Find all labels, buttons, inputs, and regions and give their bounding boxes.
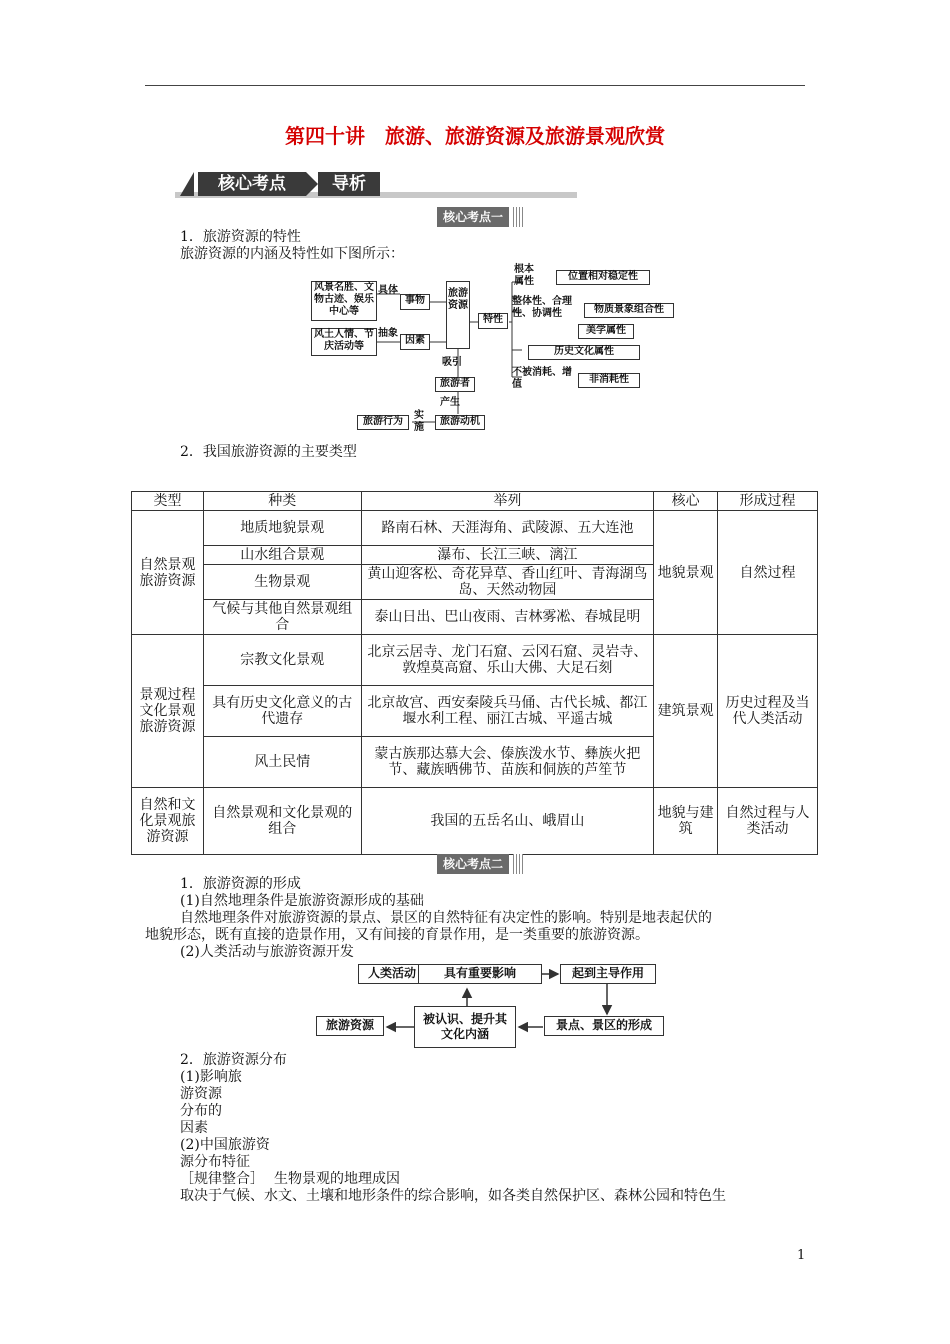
section-label-1: 核心考点一	[437, 207, 509, 227]
para-natural-detail-2: 地貌形态，既有直接的造景作用，又有间接的育景作用，是一类重要的旅游资源。	[145, 927, 649, 943]
top-rule	[145, 85, 805, 86]
label-produce: 产生	[440, 397, 460, 408]
line-china-1: (2)中国旅游资	[180, 1137, 270, 1153]
banner-arrow	[306, 172, 318, 196]
box-factors: 因素	[400, 334, 430, 350]
table-row	[132, 511, 818, 546]
cell-kind: 风土民情	[203, 737, 361, 788]
header-process: 形成过程	[718, 492, 818, 511]
para-natural-detail-1: 自然地理条件对旅游资源的景点、景区的自然特征有决定性的影响。特别是地表起伏的	[180, 910, 712, 926]
cell-core: 地貌与建筑	[654, 788, 718, 855]
cell-process: 历史过程及当代人类活动	[718, 635, 818, 788]
cell-kind: 山水组合景观	[203, 546, 361, 565]
cell-example: 蒙古族那达慕大会、傣族泼水节、彝族火把节、藏族晒佛节、苗族和侗族的芦笙节	[361, 737, 654, 788]
cell-example: 我国的五岳名山、峨眉山	[361, 788, 654, 855]
line-factors-4: 因素	[180, 1120, 208, 1136]
box-tourist: 旅游者	[435, 377, 475, 392]
banner-core-points: 核心考点	[198, 172, 306, 196]
flow-box-scenic-formation: 景点、景区的形成	[544, 1016, 664, 1036]
label-concrete: 具体	[378, 285, 398, 296]
header-example: 举列	[361, 492, 654, 511]
box-trait-nonconsumable: 非消耗性	[578, 373, 640, 388]
cell-example: 瀑布、长江三峡、漓江	[361, 546, 654, 565]
line-factors-1: (1)影响旅	[180, 1069, 242, 1085]
box-trait-aesthetic: 美学属性	[578, 324, 634, 339]
label-abstract: 抽象	[378, 328, 398, 339]
line-factors-3: 分布的	[180, 1103, 222, 1119]
section-label-2: 核心考点二	[437, 854, 509, 874]
para-natural-basis: (1)自然地理条件是旅游资源形成的基础	[180, 893, 424, 909]
cell-type: 景观过程文化景观旅游资源	[132, 635, 204, 788]
resource-types-table	[131, 491, 818, 855]
cell-process: 自然过程	[718, 511, 818, 635]
box-traits: 特性	[478, 313, 508, 329]
table-header-row	[132, 492, 818, 511]
flow-box-leading-role: 起到主导作用	[560, 964, 656, 984]
page-title: 第四十讲 旅游、旅游资源及旅游景观欣赏	[285, 124, 665, 148]
page-number: 1	[797, 1248, 806, 1263]
cell-kind: 生物景观	[203, 565, 361, 600]
banner-analysis: 导析	[318, 172, 380, 196]
rule-text: 取决于气候、水文、土壤和地形条件的综合影响，如各类自然保护区、森林公园和特色生	[180, 1188, 726, 1204]
cell-kind: 地质地貌景观	[203, 511, 361, 546]
header-kind: 种类	[203, 492, 361, 511]
rule-title: 生物景观的地理成因	[274, 1171, 400, 1187]
para-resource-intro: 旅游资源的内涵及特性如下图所示：	[180, 246, 404, 262]
cell-example: 黄山迎客松、奇花异草、香山红叶、青海湖鸟岛、天然动物园	[361, 565, 654, 600]
rule-tag: ［规律整合］	[180, 1171, 264, 1187]
heading-resource-formation: 1．旅游资源的形成	[180, 876, 301, 892]
header-type: 类型	[132, 492, 204, 511]
cell-process: 自然过程与人类活动	[718, 788, 818, 855]
table-row	[132, 788, 818, 855]
cell-kind: 自然景观和文化景观的组合	[203, 788, 361, 855]
label-whole-harmony: 整体性、合理性、协调性	[512, 296, 572, 319]
box-motive: 旅游动机	[435, 415, 485, 430]
flow-box-recognized: 被认识、提升其文化内涵	[414, 1006, 516, 1048]
box-scenic-sites: 风景名胜、文物古迹、娱乐中心等	[311, 281, 377, 321]
flow-box-tourism-resource: 旅游资源	[316, 1016, 384, 1036]
box-trait-stability: 位置相对稳定性	[556, 270, 650, 285]
label-non-consumed: 不被消耗、增值	[512, 367, 572, 390]
box-tourism-resource: 旅游资源	[446, 281, 470, 349]
box-behavior: 旅游行为	[357, 415, 409, 430]
label-attract: 吸引	[442, 357, 462, 368]
table-row	[132, 635, 818, 686]
cell-kind: 具有历史文化意义的古代遗存	[203, 686, 361, 737]
line-china-2: 源分布特征	[180, 1154, 250, 1170]
heading-resource-traits: 1．旅游资源的特性	[180, 229, 301, 245]
cell-example: 北京云居寺、龙门石窟、云冈石窟、灵岩寺、敦煌莫高窟、乐山大佛、大足石刻	[361, 635, 654, 686]
banner-left-slant	[180, 172, 194, 196]
flow-box-important-impact: 具有重要影响	[418, 964, 542, 984]
cell-kind: 宗教文化景观	[203, 635, 361, 686]
heading-resource-types: 2．我国旅游资源的主要类型	[180, 444, 357, 460]
box-things: 事物	[400, 294, 430, 310]
cell-type: 自然景观旅游资源	[132, 511, 204, 635]
cell-type: 自然和文化景观旅游资源	[132, 788, 204, 855]
cell-example: 北京故宫、西安秦陵兵马俑、古代长城、都江堰水利工程、丽江古城、平遥古城	[361, 686, 654, 737]
para-human-activity: (2)人类活动与旅游资源开发	[180, 944, 354, 960]
cell-example: 路南石林、天涯海角、武陵源、五大连池	[361, 511, 654, 546]
box-customs: 风土人情、节庆活动等	[311, 328, 377, 356]
box-trait-combination: 物质景象组合性	[584, 303, 674, 318]
cell-kind: 气候与其他自然景观组合	[203, 600, 361, 635]
heading-resource-distribution: 2．旅游资源分布	[180, 1052, 287, 1068]
line-factors-2: 游资源	[180, 1086, 222, 1102]
rule-heading	[180, 1171, 400, 1188]
flow-box-human-activity: 人类活动	[358, 964, 426, 984]
label-implement: 实施	[414, 410, 424, 433]
box-trait-history: 历史文化属性	[528, 345, 640, 360]
cell-core: 建筑景观	[654, 635, 718, 788]
cell-core: 地貌景观	[654, 511, 718, 635]
cell-example: 泰山日出、巴山夜雨、吉林雾凇、春城昆明	[361, 600, 654, 635]
header-core: 核心	[654, 492, 718, 511]
label-root-attr: 根本属性	[514, 264, 534, 287]
